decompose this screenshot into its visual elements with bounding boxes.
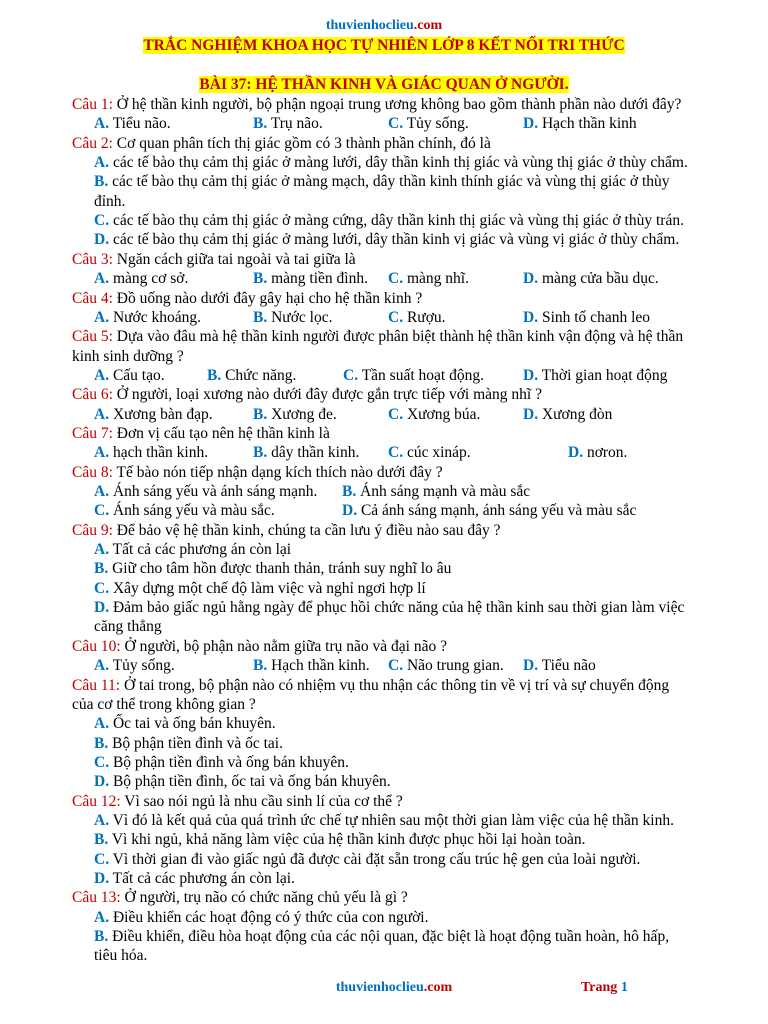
question-line — [72, 327, 683, 347]
option-text: Hạch thần kinh. — [271, 657, 370, 675]
option-label: A. — [94, 908, 110, 926]
answer-option[interactable] — [207, 366, 296, 386]
answer-option[interactable] — [94, 714, 276, 734]
option-label: C. — [94, 212, 110, 230]
option-label: A. — [94, 715, 110, 733]
option-label: A. — [94, 154, 110, 172]
option-label: D. — [94, 870, 110, 887]
question-text: Ngăn cách giữa tai ngoài và tai giữa là — [112, 250, 356, 268]
option-label: A. — [94, 308, 110, 326]
option-continuation — [94, 192, 125, 212]
header-site[interactable] — [0, 18, 768, 34]
option-text: màng cơ sở. — [112, 270, 189, 288]
option-text: Bộ phận tiền đình và ốc tai. — [108, 734, 283, 752]
option-label: B. — [253, 657, 268, 675]
answer-option[interactable] — [253, 269, 368, 289]
option-label: C. — [343, 366, 359, 384]
question-number: Câu 8: — [72, 463, 113, 481]
option-text: Bộ phận tiền đình, ốc tai và ống bán khuyên. — [109, 773, 391, 791]
option-label: C. — [94, 850, 110, 868]
answer-option[interactable] — [523, 366, 667, 386]
question-line — [72, 888, 408, 908]
option-text: Xương đòn — [541, 405, 613, 423]
question-number: Câu 6: — [72, 386, 113, 404]
question-continuation — [72, 695, 256, 715]
option-continuation — [94, 617, 162, 637]
option-label: D. — [523, 308, 539, 326]
option-text: Xây dựng một chế độ làm việc và nghỉ ngơi hợp lí — [109, 579, 426, 597]
answer-option[interactable] — [94, 579, 426, 599]
question-line — [72, 134, 491, 154]
option-text: màng nhĩ. — [406, 270, 469, 288]
option-text: Tất cả các phương án còn lại. — [109, 870, 295, 887]
option-text: Cả ánh sáng mạnh, ánh sáng yếu và màu sắc — [360, 502, 637, 520]
question-number: Câu 2: — [72, 134, 113, 152]
answer-options-row — [0, 443, 768, 463]
option-text: Tủy sống. — [406, 115, 469, 133]
answer-option[interactable] — [94, 501, 275, 521]
option-text: Trụ não. — [270, 115, 323, 133]
question-text: Đơn vị cấu tạo nên hệ thần kinh là — [112, 424, 330, 442]
answer-option[interactable] — [94, 482, 317, 502]
answer-option[interactable] — [253, 308, 332, 328]
option-text: Cấu tạo. — [112, 366, 165, 384]
answer-options-row — [0, 405, 768, 425]
question-number: Câu 5: — [72, 328, 113, 346]
option-label: D. — [94, 773, 110, 791]
option-label: D. — [94, 599, 110, 617]
answer-option[interactable] — [523, 114, 637, 134]
answer-option[interactable] — [94, 830, 586, 850]
option-label: C. — [388, 270, 404, 288]
option-label: C. — [94, 753, 110, 771]
answer-option[interactable] — [94, 772, 391, 792]
option-text: cúc xináp. — [406, 444, 471, 462]
answer-option[interactable] — [388, 656, 504, 676]
option-text: hạch thần kinh. — [112, 444, 209, 462]
question-text: Ở người, bộ phận nào nằm giữa trụ não và đại não ? — [120, 637, 447, 655]
answer-option[interactable] — [94, 308, 201, 328]
answer-option[interactable] — [94, 927, 669, 947]
option-label: C. — [388, 405, 404, 423]
question-text: Ở người, loại xương nào dưới đây được gắn trực tiếp với màng nhĩ ? — [112, 386, 542, 404]
question-number: Câu 13: — [72, 889, 121, 907]
answer-option[interactable] — [253, 656, 370, 676]
answer-option[interactable] — [94, 114, 171, 134]
option-text: Điều khiển, điều hòa hoạt động của các nội quan, đặc biệt là hoạt động tuần hoàn, hô hấp, — [108, 928, 670, 946]
question-number: Câu 3: — [72, 250, 113, 268]
option-text: Tiểu não — [541, 657, 596, 675]
answer-option[interactable] — [94, 734, 283, 754]
question-line — [72, 521, 501, 541]
question-number: Câu 10: — [72, 637, 121, 655]
answer-option[interactable] — [94, 908, 428, 928]
option-text: Thời gian hoạt động — [541, 366, 668, 384]
option-text: Hạch thần kinh — [541, 115, 637, 133]
answer-option[interactable] — [94, 850, 640, 870]
option-label: D. — [523, 115, 539, 133]
answer-option[interactable] — [523, 269, 659, 289]
option-label: B. — [253, 115, 268, 133]
option-text: màng tiền đình. — [271, 270, 368, 288]
option-text: Não trung gian. — [406, 657, 504, 675]
option-text: Giữ cho tâm hồn được thanh thản, tránh suy nghĩ lo âu — [108, 560, 452, 578]
option-label: D. — [94, 231, 110, 249]
option-label: A. — [94, 541, 110, 559]
option-label: B. — [94, 928, 109, 946]
question-line — [72, 463, 443, 483]
answer-option[interactable] — [94, 753, 349, 773]
option-label: A. — [94, 483, 110, 500]
answer-option[interactable] — [94, 405, 213, 425]
option-label: C. — [388, 444, 404, 462]
answer-option[interactable] — [94, 869, 295, 889]
question-number: Câu 12: — [72, 792, 121, 810]
answer-option[interactable] — [94, 811, 674, 831]
option-text: Xương bàn đạp. — [112, 405, 213, 423]
header-site-domain: .com — [413, 18, 443, 33]
answer-options-row — [0, 114, 768, 134]
answer-option[interactable] — [342, 501, 636, 521]
option-label: D. — [342, 502, 358, 520]
option-label: B. — [94, 831, 109, 849]
answer-option[interactable] — [94, 656, 175, 676]
option-label: D. — [523, 657, 539, 675]
page-number: Trang 1 — [581, 980, 628, 995]
lesson-title: BÀI 37: HỆ THẦN KINH VÀ GIÁC QUAN Ở NGƯỜI. — [199, 76, 569, 93]
option-label: D. — [523, 366, 539, 384]
option-text: Xương đe. — [271, 405, 337, 423]
answer-option[interactable] — [523, 405, 612, 425]
option-label: A. — [94, 444, 110, 462]
option-text: Nước khoáng. — [112, 308, 202, 326]
answer-option[interactable] — [94, 230, 679, 250]
header-site-name: thuvienhoclieu — [325, 18, 414, 33]
answer-option[interactable] — [523, 656, 596, 676]
option-label: B. — [207, 366, 222, 384]
question-text: Đồ uống nào dưới đây gây hại cho hệ thần kinh ? — [112, 289, 423, 307]
option-label: B. — [253, 270, 268, 288]
footer-site-name: thuvienhoclieu — [335, 980, 424, 995]
option-label: D. — [523, 270, 539, 288]
answer-option[interactable] — [342, 482, 530, 502]
answer-option[interactable] — [568, 443, 627, 463]
continuation-text: tiêu hóa. — [94, 947, 148, 965]
question-number: Câu 9: — [72, 521, 113, 539]
option-label: C. — [388, 115, 404, 133]
option-text: các tế bào thụ cảm thị giác ở màng cứng, dây thần kinh thị giác và vùng thị giác ở thùy trán. — [109, 212, 684, 230]
continuation-text: đỉnh. — [94, 192, 126, 210]
option-label: A. — [94, 115, 110, 133]
option-label: B. — [253, 405, 268, 423]
question-line — [72, 95, 681, 115]
answer-option[interactable] — [388, 114, 469, 134]
option-text: Nước lọc. — [271, 308, 333, 326]
question-number: Câu 11: — [72, 676, 121, 694]
option-text: Bộ phận tiền đình và ống bán khuyên. — [109, 753, 349, 771]
question-text: Tế bào nón tiếp nhận dạng kích thích nào dưới đây ? — [112, 463, 443, 481]
option-label: A. — [94, 366, 110, 384]
option-label: A. — [94, 405, 110, 423]
question-text: Ở người, trụ não có chức năng chủ yếu là gì ? — [120, 889, 408, 907]
option-label: A. — [94, 811, 110, 829]
option-label: B. — [342, 483, 357, 500]
question-number: Câu 7: — [72, 424, 113, 442]
answer-option[interactable] — [94, 443, 208, 463]
answer-option[interactable] — [94, 269, 188, 289]
continuation-text: căng thẳng — [94, 618, 162, 636]
option-text: Rượu. — [406, 308, 446, 326]
option-text: Vì thời gian đi vào giấc ngủ đã được cài đặt sẵn trong cấu trúc hệ gen của loài người. — [109, 850, 641, 868]
option-text: Tất cả các phương án còn lại — [109, 541, 292, 559]
option-text: Sinh tố chanh leo — [541, 308, 651, 326]
answer-options-row — [0, 269, 768, 289]
answer-option[interactable] — [388, 443, 471, 463]
option-text: Vì đó là kết quả của quá trình ức chế tự nhiên sau một thời gian làm việc của hệ thần kinh. — [109, 811, 674, 829]
question-number: Câu 4: — [72, 289, 113, 307]
option-text: Ốc tai và ống bán khuyên. — [109, 715, 276, 733]
option-text: Ánh sáng yếu và ánh sáng mạnh. — [112, 483, 318, 500]
option-text: Chức năng. — [225, 366, 297, 384]
answer-option[interactable] — [94, 559, 451, 579]
option-text: Ánh sáng yếu và màu sắc. — [112, 502, 275, 520]
question-continuation — [72, 347, 184, 367]
answer-option[interactable] — [94, 366, 165, 386]
answer-options-row — [0, 501, 768, 521]
footer-site-domain: .com — [423, 980, 453, 995]
option-text: Tần suất hoạt động. — [361, 366, 484, 384]
question-line — [72, 637, 447, 657]
option-label: B. — [94, 560, 109, 578]
option-text: Đảm bảo giấc ngủ hằng ngày để phục hồi chức năng của hệ thần kinh sau thời gian làm việc — [109, 599, 685, 617]
option-text: các tế bào thụ cảm thị giác ở màng lưới, dây thần kinh vị giác và vùng vị giác ở thùy chẩm. — [109, 231, 680, 249]
option-label: B. — [94, 173, 109, 191]
option-text: màng cửa bầu dục. — [541, 270, 659, 288]
option-label: C. — [388, 657, 404, 675]
option-label: C. — [94, 579, 110, 597]
answer-option[interactable] — [94, 598, 684, 618]
option-label: B. — [94, 734, 109, 752]
answer-option[interactable] — [94, 540, 291, 560]
question-text: Vì sao nói ngủ là nhu cầu sinh lí của cơ thể ? — [120, 792, 403, 810]
document-title: TRẮC NGHIỆM KHOA HỌC TỰ NHIÊN LỚP 8 KẾT NỐI TRI THỨC — [143, 37, 625, 54]
option-text: Ánh sáng mạnh và màu sắc — [360, 483, 531, 500]
answer-options-row — [0, 482, 768, 502]
question-line — [72, 676, 669, 696]
answer-options-row — [0, 366, 768, 386]
option-label: B. — [253, 308, 268, 326]
answer-option[interactable] — [253, 443, 359, 463]
answer-option[interactable] — [94, 153, 688, 173]
option-text: các tế bào thụ cảm thị giác ở màng mạch, dây thần kinh thính giác và vùng thị giác ở thùy — [108, 173, 670, 191]
question-line — [72, 424, 330, 444]
option-text: Tiểu não. — [112, 115, 171, 133]
question-text: Dựa vào đâu mà hệ thần kinh người được phân biệt thành hệ thần kinh vận động và hệ thần — [112, 328, 684, 346]
option-label: A. — [94, 657, 110, 675]
continuation-text: kinh sinh dưỡng ? — [72, 347, 184, 365]
question-text: Để bảo vệ hệ thần kinh, chúng ta cần lưu ý điều nào sau đây ? — [112, 521, 501, 539]
question-number: Câu 1: — [72, 96, 113, 113]
continuation-text: của cơ thể trong không gian ? — [72, 695, 256, 713]
option-label: D. — [523, 405, 539, 423]
option-text: dây thần kinh. — [271, 444, 360, 462]
answer-option[interactable] — [94, 172, 670, 192]
question-text: Cơ quan phân tích thị giác gồm có 3 thành phần chính, đó là — [112, 134, 491, 152]
option-text: Tủy sống. — [112, 657, 175, 675]
option-text: các tế bào thụ cảm thị giác ở màng lưới, dây thần kinh thị giác và vùng thị giác ở thùy chẩm. — [109, 154, 688, 172]
option-label: C. — [388, 308, 404, 326]
question-line — [72, 289, 422, 309]
answer-option[interactable] — [388, 405, 480, 425]
question-line — [72, 250, 356, 270]
question-line — [72, 385, 542, 405]
option-label: A. — [94, 270, 110, 288]
option-label: D. — [568, 444, 584, 462]
answer-option[interactable] — [523, 308, 650, 328]
question-line — [72, 792, 403, 812]
question-text: Ở tai trong, bộ phận nào có nhiệm vụ thu nhận các thông tin về vị trí và sự chuyển động — [120, 676, 670, 694]
answer-options-row — [0, 656, 768, 676]
question-text: Ở hệ thần kinh người, bộ phận ngoại trung ương không bao gồm thành phần nào dưới đây? — [112, 96, 682, 113]
answer-option[interactable] — [253, 114, 323, 134]
option-text: nơron. — [586, 444, 628, 462]
footer-site[interactable] — [0, 980, 768, 996]
option-continuation — [94, 946, 147, 966]
answer-option[interactable] — [253, 405, 337, 425]
answer-option[interactable] — [343, 366, 484, 386]
option-label: B. — [253, 444, 268, 462]
option-text: Điều khiển các hoạt động có ý thức của con người. — [109, 908, 429, 926]
option-text: Vì khi ngủ, khả năng làm việc của hệ thần kinh được phục hồi lại hoàn toàn. — [108, 831, 586, 849]
option-label: C. — [94, 502, 110, 520]
answer-option[interactable] — [94, 211, 684, 231]
option-text: Xương búa. — [406, 405, 481, 423]
answer-option[interactable] — [388, 308, 446, 328]
answer-option[interactable] — [388, 269, 469, 289]
answer-options-row — [0, 308, 768, 328]
